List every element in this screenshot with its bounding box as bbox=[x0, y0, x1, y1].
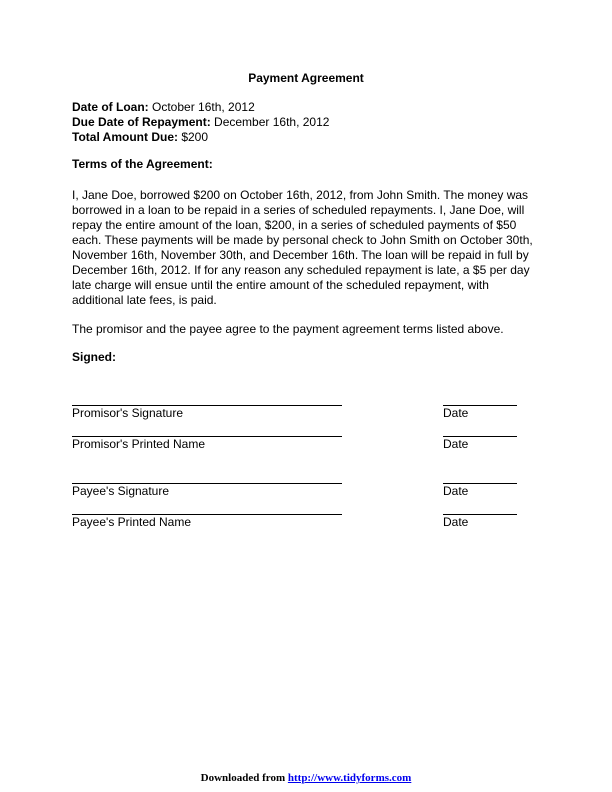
signature-block bbox=[72, 392, 540, 530]
payee-signature-label: Payee's Signature bbox=[72, 484, 170, 498]
agreement-statement: The promisor and the payee agree to the payment agreement terms listed above. bbox=[72, 322, 504, 336]
page-title: Payment Agreement bbox=[248, 71, 364, 85]
payee-signature-line bbox=[72, 470, 342, 484]
payee-signature-date-label: Date bbox=[443, 484, 469, 498]
total-due-line bbox=[72, 130, 540, 145]
document-content bbox=[72, 71, 540, 532]
download-footer bbox=[0, 771, 612, 785]
promisor-signature-field bbox=[72, 392, 342, 421]
total-due-value: $200 bbox=[181, 130, 209, 144]
date-of-loan-label: Date of Loan: bbox=[72, 100, 149, 114]
promisor-signature-line bbox=[72, 392, 342, 406]
promisor-signature-date-field bbox=[443, 392, 517, 421]
promisor-printed-name-date-field bbox=[443, 423, 517, 452]
payee-printed-name-field bbox=[72, 501, 342, 530]
promisor-signature-date-line bbox=[443, 392, 517, 406]
payee-printed-name-row bbox=[72, 501, 540, 530]
payee-signature-field bbox=[72, 470, 342, 499]
payee-printed-name-date-label: Date bbox=[443, 515, 469, 529]
promisor-signature-date-label: Date bbox=[443, 406, 469, 420]
terms-body-paragraph: I, Jane Doe, borrowed $200 on October 16th, 2012, from John Smith. The money was borrowed in a loan to be repaid in a series of scheduled repayments. I, Jane Doe, will repay the entire amount of the loan, $200, in a series of scheduled payments of $50 each. These payments will be made by personal check to John Smith on October 30th, November 16th, November 30th, and December 16th. The loan will be repaid in full by December 16th, 2012. If for any reason any scheduled repayment is late, a $5 per day late charge will ensue until the entire amount of the scheduled repayment, with additional late fees, is paid. bbox=[72, 188, 533, 307]
due-date-value: December 16th, 2012 bbox=[214, 115, 330, 129]
promisor-printed-name-row bbox=[72, 423, 540, 452]
promisor-printed-name-line bbox=[72, 423, 342, 437]
promisor-signature-label: Promisor's Signature bbox=[72, 406, 183, 420]
date-of-loan-line bbox=[72, 100, 540, 115]
promisor-printed-name-field bbox=[72, 423, 342, 452]
payee-signature-date-field bbox=[443, 470, 517, 499]
promisor-printed-name-date-line bbox=[443, 423, 517, 437]
due-date-label: Due Date of Repayment: bbox=[72, 115, 211, 129]
payee-signature-row bbox=[72, 470, 540, 499]
total-due-label: Total Amount Due: bbox=[72, 130, 178, 144]
due-date-line bbox=[72, 115, 540, 130]
terms-heading: Terms of the Agreement: bbox=[72, 157, 213, 171]
payee-printed-name-date-field bbox=[443, 501, 517, 530]
payee-printed-name-label: Payee's Printed Name bbox=[72, 515, 192, 529]
promisor-printed-name-date-label: Date bbox=[443, 437, 469, 451]
loan-details bbox=[72, 100, 540, 145]
tidyforms-link[interactable]: http://www.tidyforms.com bbox=[287, 772, 412, 784]
payee-signature-date-line bbox=[443, 470, 517, 484]
promisor-signature-row bbox=[72, 392, 540, 421]
payee-printed-name-date-line bbox=[443, 501, 517, 515]
download-footer-prefix: Downloaded from bbox=[200, 772, 288, 784]
date-of-loan-value: October 16th, 2012 bbox=[152, 100, 255, 114]
signed-heading: Signed: bbox=[72, 350, 116, 364]
promisor-printed-name-label: Promisor's Printed Name bbox=[72, 437, 205, 451]
payee-printed-name-line bbox=[72, 501, 342, 515]
